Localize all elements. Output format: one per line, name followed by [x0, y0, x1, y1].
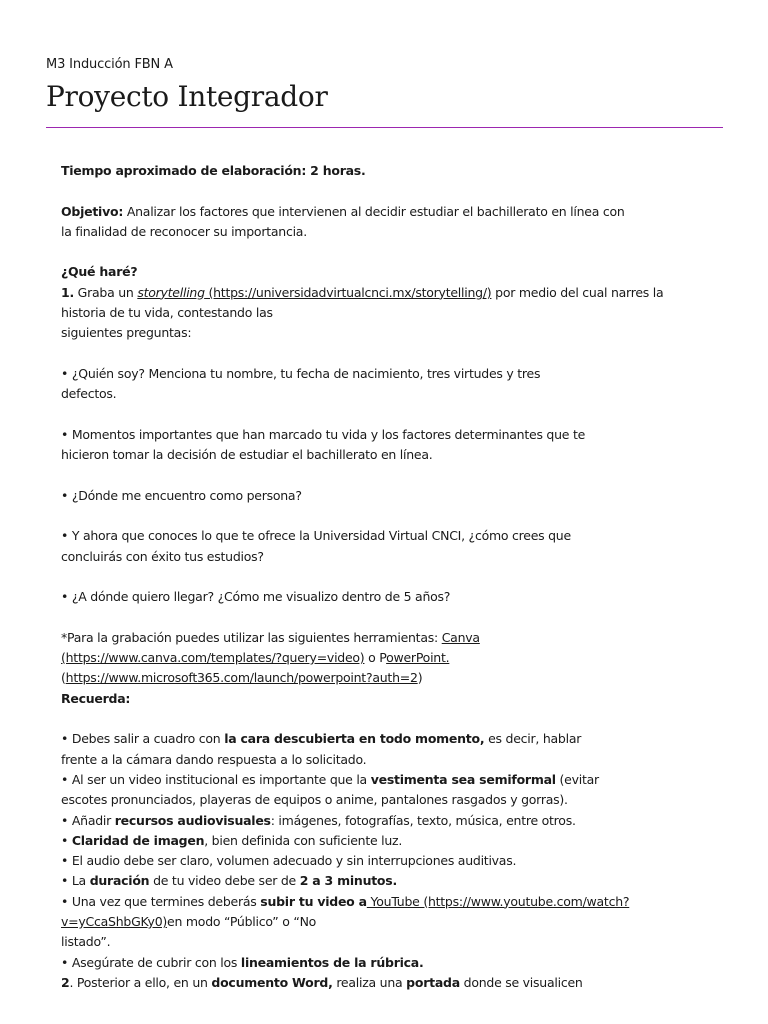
remember-heading: Recuerda:	[61, 690, 131, 706]
powerpoint-url-link[interactable]: https://www.microsoft365.com/launch/powerpoint?auth=2	[65, 670, 418, 686]
question-5: • ¿A dónde quiero llegar? ¿Cómo me visualizo dentro de 5 años?	[61, 589, 451, 605]
tools-line-1: *Para la grabación puedes utilizar las siguientes herramientas: Canva	[61, 629, 480, 645]
page-title: Proyecto Integrador	[46, 80, 328, 113]
remember-item-1-line-1: • Debes salir a cuadro con la cara descubierta en todo momento, es decir, hablar	[61, 731, 582, 747]
remember-item-7-line-3: listado”.	[61, 934, 111, 950]
spacer	[61, 405, 741, 425]
question-2-line-1: • Momentos importantes que han marcado tu vida y los factores determinantes que te	[61, 426, 586, 442]
remember-item-6: • La duración de tu video debe ser de 2 a 3 minutos.	[61, 873, 397, 889]
canva-url-link[interactable]: (https://www.canva.com/templates/?query=video)	[61, 650, 365, 666]
remember-item-8: • Asegúrate de cubrir con los lineamientos de la rúbrica.	[61, 954, 424, 970]
spacer	[61, 709, 741, 729]
remember-item-2-line-2: escotes pronunciados, playeras de equipos o anime, pantalones rasgados y gorras).	[61, 792, 568, 808]
remember-item-5: • El audio debe ser claro, volumen adecuado y sin interrupciones auditivas.	[61, 853, 517, 869]
spacer	[61, 608, 741, 628]
document-body	[61, 161, 741, 993]
course-name: M3 Inducción FBN A	[46, 57, 173, 72]
youtube-link-continued[interactable]: v=yCcaShbGKy0)	[61, 913, 168, 929]
spacer	[61, 344, 741, 364]
spacer	[61, 181, 741, 201]
title-divider	[46, 127, 723, 128]
spacer	[61, 506, 741, 526]
storytelling-link[interactable]: storytelling (https://universidadvirtualcnci.mx/storytelling/)	[137, 284, 492, 300]
what-heading: ¿Qué haré?	[61, 264, 138, 280]
step-1-line-3: siguientes preguntas:	[61, 325, 192, 341]
time-estimate: Tiempo aproximado de elaboración: 2 horas.	[61, 163, 366, 178]
question-1-line-2: defectos.	[61, 386, 117, 402]
step-2-line-1: 2. Posterior a ello, en un documento Word, realiza una portada donde se visualicen	[61, 974, 583, 990]
remember-item-7-line-1: • Una vez que termines deberás subir tu video a YouTube (https://www.youtube.com/watch?	[61, 893, 630, 909]
powerpoint-link[interactable]: owerPoint.	[386, 650, 450, 666]
question-3: • ¿Dónde me encuentro como persona?	[61, 487, 302, 503]
youtube-link[interactable]: YouTube (https://www.youtube.com/watch?	[366, 893, 630, 909]
remember-item-4: • Claridad de imagen, bien definida con suficiente luz.	[61, 832, 403, 848]
question-4-line-1: • Y ahora que conoces lo que te ofrece la Universidad Virtual CNCI, ¿cómo crees que	[61, 528, 571, 544]
canva-link[interactable]: Canva	[441, 629, 480, 645]
question-4-line-2: concluirás con éxito tus estudios?	[61, 548, 264, 564]
remember-item-3: • Añadir recursos audiovisuales: imágenes, fotografías, texto, música, entre otros.	[61, 812, 576, 828]
spacer	[61, 242, 741, 262]
step-1-line-2: historia de tu vida, contestando las	[61, 305, 273, 321]
objective-line-2: la finalidad de reconocer su importancia.	[61, 223, 307, 239]
step-2-number: 2	[61, 974, 70, 990]
tools-line-2: (https://www.canva.com/templates/?query=video) o PowerPoint.	[61, 650, 450, 666]
step-1-number: 1.	[61, 284, 74, 300]
objective-line-1: Objetivo: Analizar los factores que intervienen al decidir estudiar el bachillerato en línea con	[61, 203, 625, 219]
question-1-line-1: • ¿Quién soy? Menciona tu nombre, tu fecha de nacimiento, tres virtudes y tres	[61, 365, 541, 381]
spacer	[61, 567, 741, 587]
objective-label: Objetivo:	[61, 203, 124, 219]
remember-item-7-line-2: v=yCcaShbGKy0)en modo “Público” o “No	[61, 913, 317, 929]
step-1-line-1: 1. Graba un storytelling (https://universidadvirtualcnci.mx/storytelling/) por medio del cual narres la	[61, 284, 664, 300]
spacer	[61, 465, 741, 485]
remember-item-1-line-2: frente a la cámara dando respuesta a lo solicitado.	[61, 751, 367, 767]
tools-line-3: (https://www.microsoft365.com/launch/powerpoint?auth=2)	[61, 670, 423, 686]
remember-item-2-line-1: • Al ser un video institucional es importante que la vestimenta sea semiformal (evitar	[61, 771, 599, 787]
question-2-line-2: hicieron tomar la decisión de estudiar el bachillerato en línea.	[61, 447, 433, 463]
